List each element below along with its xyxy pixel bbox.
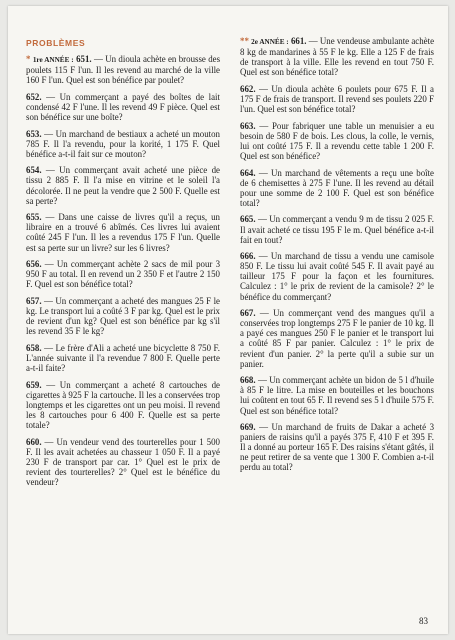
problem-text: — Un dioula achète en brousse des poulets 115 F l'un. Il les revend au marché de la ville 160 F l'un. Quel est son bénéfice par poulet? bbox=[26, 54, 221, 86]
problem-text: — Un commerçant a acheté des mangues 25 F le kg. Le transport lui a coûté 3 F par kg. Quel est le prix de revient d'un kg? Quel est son bénéfice par kg s'il les revend 35 F le kg? bbox=[26, 295, 220, 337]
problem-number: 661. bbox=[290, 36, 307, 46]
problem-651 bbox=[26, 54, 220, 85]
problem-number: 656. bbox=[26, 259, 42, 270]
textbook-page bbox=[8, 6, 448, 634]
problem-text: — Une vendeuse ambulante achète 8 kg de mandarines à 55 F le kg. Elle a 125 F de frais de transport à la ville. Elle les revend en tout 750 F. Quel est son bénéfice total? bbox=[240, 36, 435, 78]
problem-number: 657. bbox=[26, 295, 42, 306]
problem-656 bbox=[26, 259, 220, 289]
problem-659 bbox=[26, 380, 220, 430]
problem-number: 659. bbox=[26, 379, 42, 390]
problem-number: 665. bbox=[240, 214, 256, 225]
problem-number: 664. bbox=[240, 167, 256, 178]
problem-text: — Un marchand de bestiaux a acheté un mouton 785 F. Il l'a revendu, pour la korité, 1 175 F. Quel bénéfice a-t-il fait sur ce mouton? bbox=[26, 128, 220, 159]
year-tag: 2e ANNÉE : bbox=[251, 38, 289, 46]
problem-655 bbox=[26, 212, 220, 252]
problem-text: — Un marchand de vêtements a reçu une boîte de 6 chemisettes à 275 F l'une. Il les revend au détail pour une somme de 2 100 F. Quel est son bénéfice total? bbox=[240, 167, 434, 208]
problem-669 bbox=[240, 422, 434, 472]
problem-653 bbox=[26, 129, 220, 159]
problem-number: 658. bbox=[26, 342, 42, 353]
problem-652 bbox=[26, 92, 220, 122]
problem-number: 668. bbox=[240, 375, 256, 386]
problem-text: — Un commerçant a payé des boîtes de lait condensé 42 F l'une. Il les revend 49 F pièce. Quel est son bénéfice sur une boîte? bbox=[26, 91, 220, 122]
section-heading: PROBLÈMES bbox=[26, 38, 86, 48]
problem-number: 654. bbox=[26, 165, 42, 176]
problem-number: 651. bbox=[76, 54, 92, 64]
problem-665 bbox=[240, 214, 434, 244]
problem-666 bbox=[240, 251, 434, 301]
problem-660 bbox=[26, 437, 220, 487]
problem-text: — Un commerçant a vendu 9 m de tissu 2 025 F. Il avait acheté ce tissu 195 F le m. Quel bénéfice a-t-il fait en tout? bbox=[240, 214, 434, 245]
difficulty-star: * bbox=[26, 54, 31, 64]
right-column bbox=[240, 36, 434, 479]
problem-number: 662. bbox=[240, 83, 256, 94]
problem-number: 655. bbox=[26, 212, 42, 223]
problem-text: — Un commerçant achète 2 sacs de mil pour 3 950 F au total. Il en revend un 2 350 F et l'autre 2 150 F. Quel est son bénéfice total? bbox=[26, 259, 221, 290]
difficulty-star: ** bbox=[240, 36, 249, 46]
problem-text: — Un marchand de tissu a vendu une camisole 850 F. Le tissu lui avait coûté 545 F. Il avait payé au tailleur 175 F pour la façon et les fournitures. Calculez : 1° le prix de revient de la camisole? 2° le bénéfice du commerçant? bbox=[240, 251, 434, 302]
problem-text: — Un commerçant achète un bidon de 5 l d'huile à 85 F le litre. La mise en bouteilles et les bouchons lui coûtent en tout 65 F. Il revend ses 5 l d'huile 575 F. Quel est son bénéfice total? bbox=[240, 375, 434, 416]
problem-number: 653. bbox=[26, 128, 42, 139]
problem-text: — Un commerçant avait acheté une pièce de tissu 2 885 F. Il l'a mise en vitrine et le soleil l'a décolorée. Il ne peut la vendre que 2 500 F. Quelle est sa perte? bbox=[26, 165, 221, 206]
problem-661 bbox=[240, 36, 434, 77]
problem-text: — Un commerçant vend des mangues qu'il a conservées trop longtemps 275 F le panier de 10 kg. Il a payé ces mangues 250 F le panier et le transport lui a coûté 85 F par panier. Calculez : 1° le prix de revient d'un panier. 2° la perte qu'il a subie sur un panier. bbox=[240, 308, 435, 369]
problem-number: 666. bbox=[240, 251, 256, 262]
problem-text: — Un marchand de fruits de Dakar a acheté 3 paniers de raisins qu'il a payés 375 F, 410 F et 395 F. Il a donné au porteur 165 F. Des raisins s'étant gâtés, il ne peut retirer de sa vente que 1 300 F. Combien a-t-il perdu au total? bbox=[240, 422, 435, 473]
problem-number: 663. bbox=[240, 120, 256, 131]
problem-text: — Dans une caisse de livres qu'il a reçus, un libraire en a trouvé 6 abîmés. Ces livres lui avaient coûté 245 F l'un. Il les a revendus 175 F l'un. Quelle est sa perte sur un livre? sur les 6 livres? bbox=[26, 212, 220, 253]
problem-667 bbox=[240, 308, 434, 369]
page-number: 83 bbox=[419, 616, 428, 626]
problem-654 bbox=[26, 165, 220, 205]
problem-text: — Un vendeur vend des tourterelles pour 1 500 F. Il les avait achetées au chasseur 1 050 F. Il a payé 230 F de transport par car. 1° Quel est le prix de revient des tourterelles? 2° Quel est le bénéfice du vendeur? bbox=[26, 436, 220, 487]
problem-662 bbox=[240, 84, 434, 114]
problem-number: 660. bbox=[26, 436, 42, 447]
year-tag: 1re ANNÉE : bbox=[32, 56, 74, 64]
problem-text: — Le frère d'Ali a acheté une bicyclette 8 750 F. L'année suivante il l'a revendue 7 800 F. Quelle perte a-t-il faite? bbox=[26, 342, 220, 373]
problem-657 bbox=[26, 296, 220, 336]
left-column bbox=[26, 54, 220, 493]
problem-text: — Un commerçant a acheté 8 cartouches de cigarettes à 925 F la cartouche. Il les a conservées trop longtemps et les cigarettes ont un peu moisi. Il revend les 8 cartouches pour 6 400 F. Quelle est sa perte totale? bbox=[26, 379, 220, 430]
problem-658 bbox=[26, 343, 220, 373]
problem-number: 667. bbox=[240, 308, 256, 319]
problem-663 bbox=[240, 121, 434, 161]
problem-text: — Pour fabriquer une table un menuisier a eu besoin de 580 F de bois. Les clous, la colle, le vernis, lui ont coûté 175 F. Il a revendu cette table 1 200 F. Quel est son bénéfice? bbox=[240, 120, 435, 161]
problem-number: 652. bbox=[26, 91, 42, 102]
problem-668 bbox=[240, 375, 434, 415]
problem-664 bbox=[240, 168, 434, 208]
problem-text: — Un dioula achète 6 poulets pour 675 F. Il a 175 F de frais de transport. Il revend ses poulets 220 F l'un. Quel est son bénéfice total? bbox=[240, 83, 434, 115]
problem-number: 669. bbox=[240, 422, 256, 433]
